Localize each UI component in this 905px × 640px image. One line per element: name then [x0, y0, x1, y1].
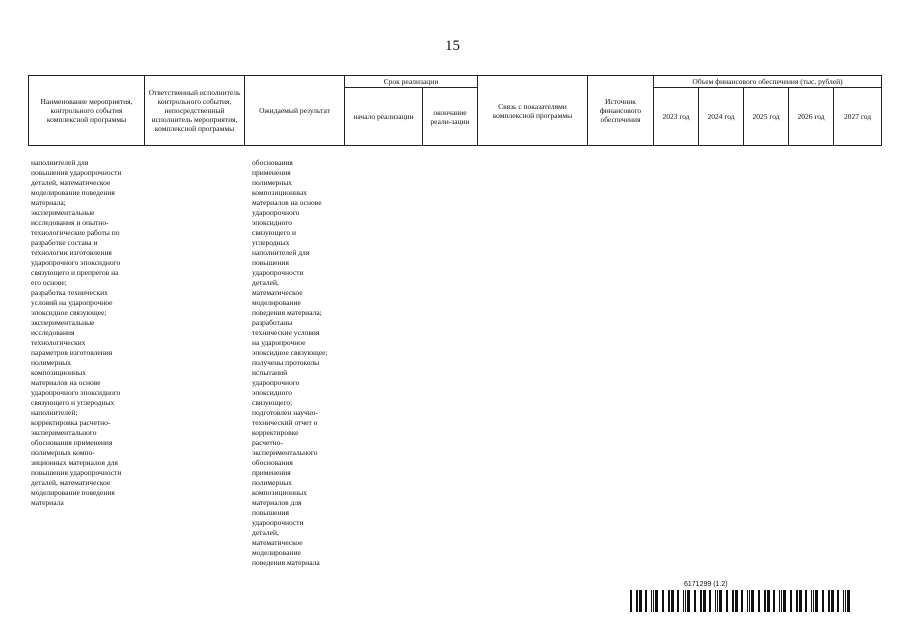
- text-line: материала;: [31, 198, 66, 207]
- text-line: наполнителей для: [252, 248, 310, 257]
- text-line: деталей, математическое: [31, 178, 111, 187]
- text-line: технологических: [31, 338, 86, 347]
- header-result: Ожидаемый результат: [245, 76, 345, 146]
- text-line: эпоксидное связующее;: [31, 308, 107, 317]
- text-line: ударопрочности: [252, 268, 304, 277]
- text-line: условий на ударопрочное: [31, 298, 113, 307]
- header-link: Связь с показателями комплексной программы: [478, 76, 588, 146]
- text-line: ударопрочного эпоксидного: [31, 388, 121, 397]
- text-line: повышения: [252, 508, 289, 517]
- text-line: материалов на основе: [252, 198, 322, 207]
- header-year: 2026 год: [789, 88, 834, 146]
- text-line: его основе;: [31, 278, 67, 287]
- text-line: экспериментальные: [31, 208, 95, 217]
- text-line: моделирование: [252, 548, 301, 557]
- text-line: ударопрочного: [252, 208, 300, 217]
- text-line: экспериментального: [31, 428, 97, 437]
- text-line: эпоксидного: [252, 388, 293, 397]
- text-line: связующего и препрегов на: [31, 268, 119, 277]
- text-line: зиционных материалов для: [31, 458, 118, 467]
- text-line: моделирование: [252, 298, 301, 307]
- text-line: ударопрочного: [252, 378, 300, 387]
- expected-result: [252, 158, 328, 568]
- text-line: ударопрочности: [252, 518, 304, 527]
- text-line: эпоксидного: [252, 218, 293, 227]
- text-line: исследования: [31, 328, 75, 337]
- text-line: на ударопрочное: [252, 338, 306, 347]
- text-line: композиционных: [252, 488, 307, 497]
- text-line: обоснования: [252, 458, 293, 467]
- program-table: [28, 75, 882, 146]
- header-source: Источник финансового обеспечения: [588, 76, 654, 146]
- text-line: разработка технических: [31, 288, 108, 297]
- text-line: подготовлен научно-: [252, 408, 318, 417]
- text-line: повышения ударопрочности: [31, 168, 122, 177]
- text-line: исследования и опытно-: [31, 218, 109, 227]
- text-line: разработаны: [252, 318, 293, 327]
- text-line: экспериментальные: [31, 318, 95, 327]
- text-line: углеродных: [252, 238, 290, 247]
- text-line: математическое: [252, 538, 303, 547]
- text-line: обоснования применения: [31, 438, 113, 447]
- text-line: полимерных: [252, 478, 293, 487]
- text-line: повышения ударопрочности: [31, 468, 122, 477]
- text-line: расчетно-: [252, 438, 283, 447]
- text-line: разработке состава и: [31, 238, 98, 247]
- text-line: материалов для: [252, 498, 302, 507]
- text-line: связующего и углеродных: [31, 398, 115, 407]
- text-line: наполнителей для: [31, 158, 89, 167]
- text-line: моделирование поведения: [31, 188, 115, 197]
- text-line: полимерных компо-: [31, 448, 95, 457]
- text-line: технический отчет о: [252, 418, 318, 427]
- text-line: повышения: [252, 258, 289, 267]
- header-name: Наименование мероприятия, контрольного события комплексной программы: [29, 76, 145, 146]
- text-line: параметров изготовления: [31, 348, 113, 357]
- header-year: 2025 год: [744, 88, 789, 146]
- text-line: применения: [252, 168, 291, 177]
- text-line: корректировка расчетно-: [31, 418, 111, 427]
- text-line: композиционных: [252, 188, 307, 197]
- text-line: корректировке: [252, 428, 299, 437]
- text-line: получены протоколы: [252, 358, 320, 367]
- text-line: материала: [31, 498, 64, 507]
- text-line: материалов на основе: [31, 378, 101, 387]
- header-year: 2027 год: [834, 88, 882, 146]
- text-line: моделирование поведения: [31, 488, 115, 497]
- text-line: деталей,: [252, 528, 279, 537]
- header-start: начало реализации: [345, 88, 423, 146]
- measure-description: [31, 158, 121, 508]
- text-line: эпоксидное связующее;: [252, 348, 328, 357]
- page-number: 15: [445, 38, 460, 54]
- text-line: композиционных: [31, 368, 86, 377]
- header-end: окончание реали-зации: [423, 88, 478, 146]
- barcode-label: 6171299 (1.2): [684, 581, 728, 588]
- text-line: связующего и: [252, 228, 297, 237]
- text-line: технические условия: [252, 328, 320, 337]
- text-line: поведения материала;: [252, 308, 322, 317]
- text-line: технологии изготовления: [31, 248, 112, 257]
- header-year: 2023 год: [654, 88, 699, 146]
- text-line: ударопрочного эпоксидного: [31, 258, 121, 267]
- text-line: полимерных: [252, 178, 293, 187]
- text-line: деталей,: [252, 278, 279, 287]
- header-term-group: Срок реализации: [345, 76, 478, 88]
- text-line: экспериментального: [252, 448, 318, 457]
- text-line: поведения материала: [252, 558, 320, 567]
- header-finance-group: Объем финансового обеспечения (тыс. рублей): [654, 76, 882, 88]
- barcode-image: [630, 590, 855, 612]
- text-line: технологические работы по: [31, 228, 120, 237]
- text-line: испытаний: [252, 368, 288, 377]
- text-line: деталей, математическое: [31, 478, 111, 487]
- header-year: 2024 год: [699, 88, 744, 146]
- text-line: связующего;: [252, 398, 293, 407]
- text-line: применения: [252, 468, 291, 477]
- text-line: полимерных: [31, 358, 72, 367]
- header-responsible: Ответственный исполнитель контрольного события, непосредственный исполнитель мероприятия, комплексной программы: [145, 76, 245, 146]
- text-line: обоснования: [252, 158, 293, 167]
- text-line: наполнителей;: [31, 408, 78, 417]
- text-line: математическое: [252, 288, 303, 297]
